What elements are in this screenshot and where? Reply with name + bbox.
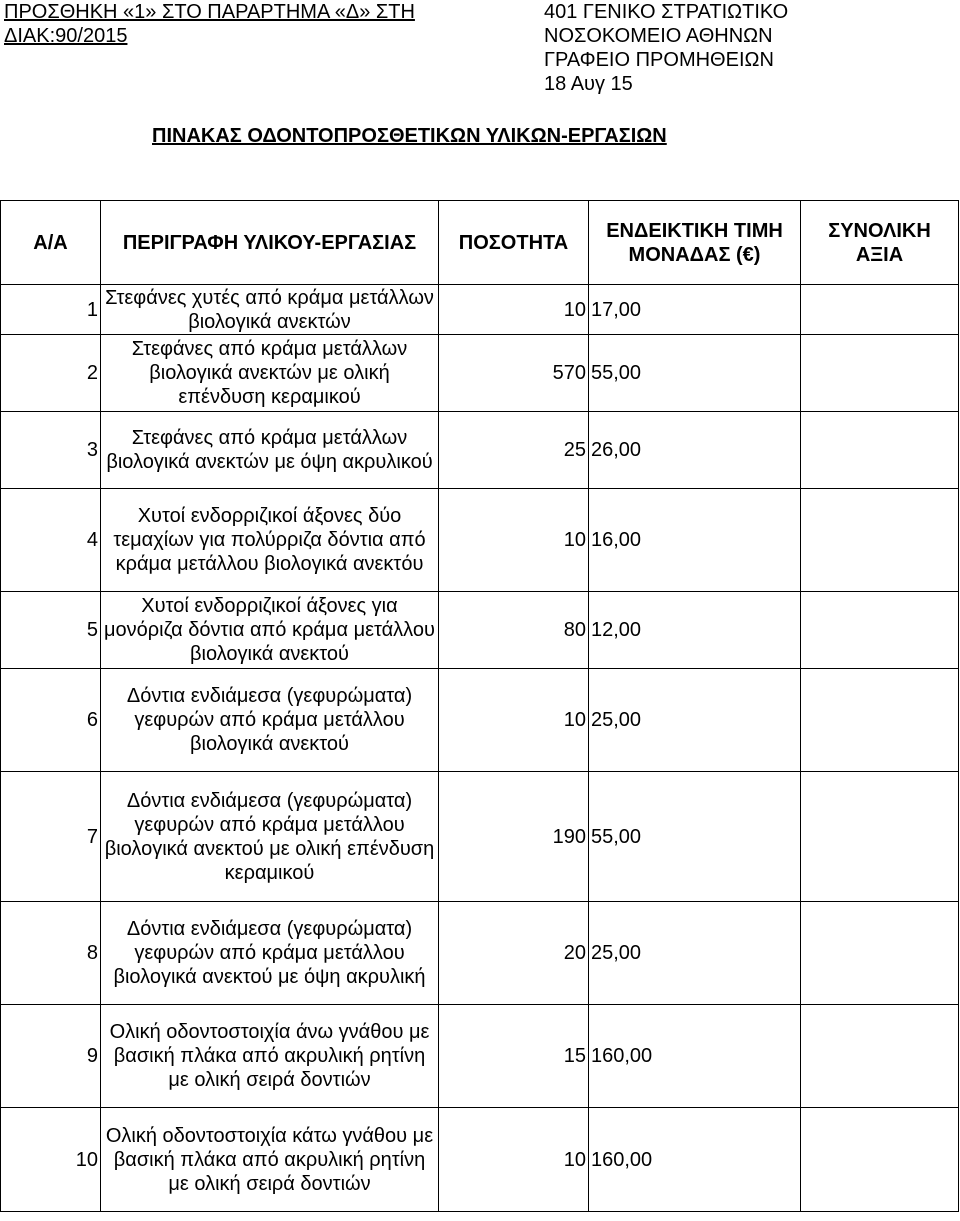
row-description: Στεφάνες από κράμα μετάλλων βιολογικά ανεκτών με όψη ακρυλικού (101, 412, 439, 489)
row-number: 5 (1, 592, 101, 669)
row-description: Δόντια ενδιάμεσα (γεφυρώματα) γεφυρών από κράμα μετάλλου βιολογικά ανεκτού (101, 669, 439, 772)
row-number: 7 (1, 772, 101, 902)
row-description: Χυτοί ενδορριζικοί άξονες για μονόριζα δόντια από κράμα μετάλλου βιολογικά ανεκτού (101, 592, 439, 669)
row-total (801, 669, 959, 772)
row-quantity: 570 (439, 335, 589, 412)
row-number: 9 (1, 1005, 101, 1108)
row-unit-price: 12,00 (589, 592, 801, 669)
header-right-line-3: ΓΡΑΦΕΙΟ ΠΡΟΜΗΘΕΙΩΝ (544, 49, 774, 71)
header-left-line-2: ΔΙΑΚ:90/2015 (4, 25, 128, 47)
items-table (0, 200, 959, 1212)
row-description: Στεφάνες από κράμα μετάλλων βιολογικά ανεκτών με ολική επένδυση κεραμικού (101, 335, 439, 412)
row-unit-price: 160,00 (589, 1005, 801, 1108)
row-number: 8 (1, 902, 101, 1005)
row-number: 10 (1, 1108, 101, 1212)
header-description: ΠΕΡΙΓΡΑΦΗ ΥΛΙΚΟΥ-ΕΡΓΑΣΙΑΣ (101, 201, 439, 285)
header-right-line-2: ΝΟΣΟΚΟΜΕΙΟ ΑΘΗΝΩΝ (544, 25, 773, 47)
header-aa: Α/Α (1, 201, 101, 285)
row-quantity: 20 (439, 902, 589, 1005)
table-row (1, 1108, 959, 1212)
table-row (1, 285, 959, 335)
table-row (1, 1005, 959, 1108)
row-total (801, 902, 959, 1005)
row-quantity: 10 (439, 1108, 589, 1212)
header-right (544, 0, 954, 96)
row-unit-price: 55,00 (589, 772, 801, 902)
row-number: 4 (1, 489, 101, 592)
row-description: Στεφάνες χυτές από κράμα μετάλλων βιολογικά ανεκτών (101, 285, 439, 335)
row-unit-price: 25,00 (589, 902, 801, 1005)
row-total (801, 285, 959, 335)
row-quantity: 10 (439, 489, 589, 592)
row-quantity: 10 (439, 669, 589, 772)
header-unit-price: ΕΝΔΕΙΚΤΙΚΗ ΤΙΜΗ ΜΟΝΑΔΑΣ (€) (589, 201, 801, 285)
table-row (1, 592, 959, 669)
row-quantity: 190 (439, 772, 589, 902)
row-description: Ολική οδοντοστοιχία κάτω γνάθου με βασική πλάκα από ακρυλική ρητίνη με ολική σειρά δοντιών (101, 1108, 439, 1212)
table-header-row (1, 201, 959, 285)
table-row (1, 412, 959, 489)
row-quantity: 80 (439, 592, 589, 669)
table-row (1, 669, 959, 772)
row-total (801, 489, 959, 592)
row-description: Δόντια ενδιάμεσα (γεφυρώματα) γεφυρών από κράμα μετάλλου βιολογικά ανεκτού με όψη ακρυλική (101, 902, 439, 1005)
row-number: 1 (1, 285, 101, 335)
table-row (1, 335, 959, 412)
row-total (801, 772, 959, 902)
row-unit-price: 26,00 (589, 412, 801, 489)
row-total (801, 1005, 959, 1108)
row-quantity: 15 (439, 1005, 589, 1108)
header-left-line-1: ΠΡΟΣΘΗΚΗ «1» ΣΤΟ ΠΑΡΑΡΤΗΜΑ «Δ» ΣΤΗ (4, 1, 415, 23)
row-quantity: 10 (439, 285, 589, 335)
row-total (801, 412, 959, 489)
row-description: Ολική οδοντοστοιχία άνω γνάθου με βασική πλάκα από ακρυλική ρητίνη με ολική σειρά δοντιών (101, 1005, 439, 1108)
header-quantity: ΠΟΣΟΤΗΤΑ (439, 201, 589, 285)
row-total (801, 1108, 959, 1212)
row-total (801, 335, 959, 412)
row-number: 2 (1, 335, 101, 412)
row-unit-price: 55,00 (589, 335, 801, 412)
row-quantity: 25 (439, 412, 589, 489)
row-total (801, 592, 959, 669)
row-unit-price: 17,00 (589, 285, 801, 335)
header-date: 18 Αυγ 15 (544, 73, 633, 95)
row-number: 6 (1, 669, 101, 772)
document-title: ΠΙΝΑΚΑΣ ΟΔΟΝΤΟΠΡΟΣΘΕΤΙΚΩΝ ΥΛΙΚΩΝ-ΕΡΓΑΣΙΩΝ (152, 125, 667, 147)
header-right-line-1: 401 ΓΕΝΙΚΟ ΣΤΡΑΤΙΩΤΙΚΟ (544, 1, 789, 23)
header-left (4, 0, 504, 48)
row-unit-price: 25,00 (589, 669, 801, 772)
row-unit-price: 160,00 (589, 1108, 801, 1212)
row-unit-price: 16,00 (589, 489, 801, 592)
row-description: Χυτοί ενδορριζικοί άξονες δύο τεμαχίων για πολύρριζα δόντια από κράμα μετάλλου βιολογικά ανεκτόυ (101, 489, 439, 592)
table-row (1, 489, 959, 592)
table-row (1, 902, 959, 1005)
row-number: 3 (1, 412, 101, 489)
table-row (1, 772, 959, 902)
row-description: Δόντια ενδιάμεσα (γεφυρώματα) γεφυρών από κράμα μετάλλου βιολογικά ανεκτού με ολική επένδυση κεραμικού (101, 772, 439, 902)
header-total-value: ΣΥΝΟΛΙΚΗ ΑΞΙΑ (801, 201, 959, 285)
